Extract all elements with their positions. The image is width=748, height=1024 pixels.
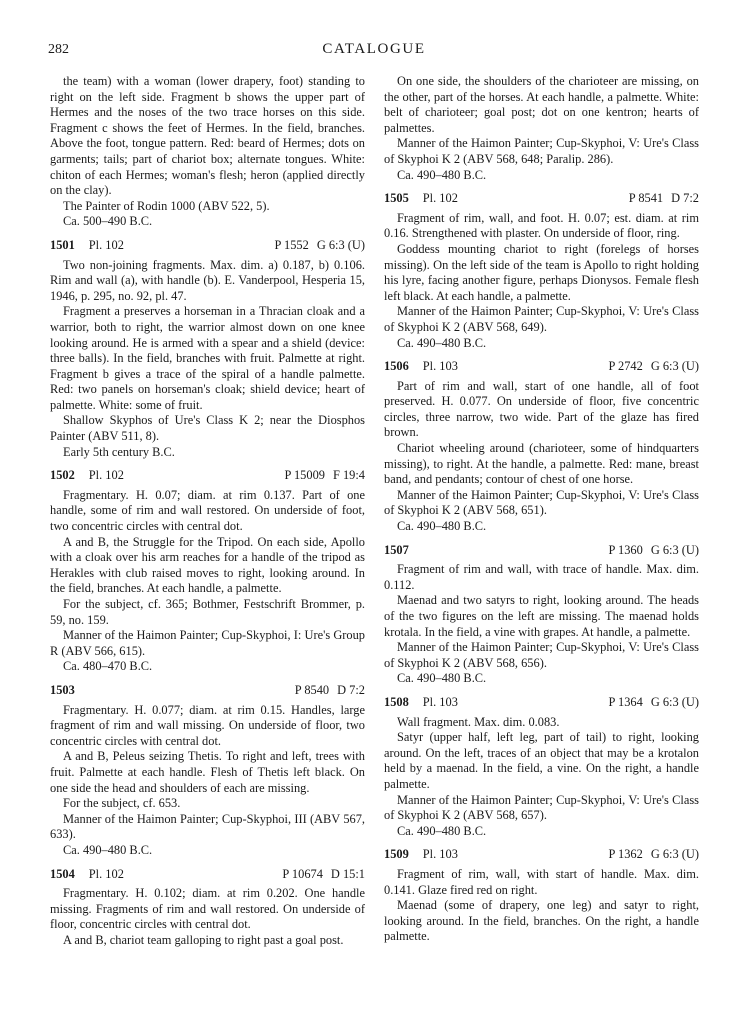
paragraph: Manner of the Haimon Painter; Cup-Skyphoi, I: Ure's Group R (ABV 566, 615). [50,628,365,658]
deposit-location: G 6:3 (U) [650,694,699,709]
entry-number: 1503 [50,682,75,697]
inventory-group [609,359,700,375]
entry-number: 1509 [384,847,409,862]
entry-id-group [384,191,458,207]
date-line: Ca. 490–480 B.C. [397,671,487,686]
entries [384,191,699,945]
deposit-location: G 6:3 (U) [650,847,699,862]
inventory-number: P 8541 [628,191,664,206]
deposit-location: G 6:3 (U) [650,542,699,557]
paragraph: Fragmentary. H. 0.102; diam. at rim 0.202. One handle missing. Fragments of rim and wall restored. On underside of floor, concentric circles with central dot. [50,886,365,932]
paragraph: Goddess mounting chariot to right (forelegs of horses missing). On the left side of the team is Apollo to right holding his lyre, facing another figure, perhaps Dionysos. Female flesh left black. At each handle, a palmette. [384,241,699,303]
paragraph: Manner of the Haimon Painter; Cup-Skyphoi, V: Ure's Class of Skyphoi K 2 (ABV 568, 657). [384,792,699,823]
right-column [384,74,699,945]
catalogue-entry [384,543,699,687]
paragraph: Fragment of rim and wall, with trace of handle. Max. dim. 0.112. [384,562,699,592]
entry-number: 1508 [384,694,409,709]
entry-number: 1507 [384,542,409,557]
plate-reference: Pl. 102 [422,191,458,206]
left-column [50,74,365,948]
continuation-block [50,74,365,230]
plate-reference: Pl. 103 [422,359,458,374]
entry-heading [384,695,699,711]
inventory-group [629,191,699,207]
entry-id-group [384,359,458,375]
paragraph: A and B, the Struggle for the Tripod. On each side, Apollo with a cloak over his arm reaches for a handle of the tripod as Herakles with club raised moves to right, looking around. In the field, branches. At each handle, a palmette. [50,534,365,596]
date-line: Ca. 490–480 B.C. [63,842,153,857]
plate-reference: Pl. 102 [88,866,124,881]
paragraph: Satyr (upper half, left leg, part of tail) to right, looking around. On the left, traces of an object that may be a krotalon held by a maenad. In the field, a vine. On the right, a handle palmette. [384,730,699,791]
paragraph: Part of rim and wall, start of one handle, all of foot preserved. H. 0.077. On underside of floor, five concentric circles, three narrow, two wide. Part of the glaze has fired brown. [384,378,699,440]
paragraph: Manner of the Haimon Painter; Cup-Skyphoi, V: Ure's Class of Skyphoi K 2 (ABV 568, 651). [384,487,699,518]
paragraph: Shallow Skyphos of Ure's Class K 2; near the Diosphos Painter (ABV 511, 8). [50,413,365,444]
inventory-group [275,238,366,254]
inventory-number: P 8540 [294,682,330,697]
inventory-number: P 10674 [282,866,323,881]
paragraph: Fragment of rim, wall, and foot. H. 0.07; est. diam. at rim 0.16. Strengthened with plaster. On underside of floor, ring. [384,210,699,241]
entry-heading [384,543,699,559]
inventory-group [609,847,700,863]
inventory-number: P 1360 [608,542,643,557]
entry-heading [50,683,365,699]
entry-number: 1506 [384,359,409,374]
entry-heading [384,191,699,207]
inventory-number: P 1552 [274,237,309,252]
deposit-location: G 6:3 (U) [650,359,699,374]
paragraph: Maenad (some of drapery, one leg) and satyr to right, looking around. In the field, branches. On the right, a handle palmette. [384,898,699,944]
paragraph: Fragmentary. H. 0.077; diam. at rim 0.15. Handles, large fragment of rim and wall missing. On underside of floor, two concentric circles with central dot. [50,702,365,748]
entry-id-group [384,847,458,863]
catalogue-entry [50,867,365,949]
entry-heading [50,867,365,883]
paragraph: The Painter of Rodin 1000 (ABV 522, 5). [63,198,270,213]
inventory-group [609,543,700,559]
entry-id-group [50,238,124,254]
catalogue-entry [384,847,699,945]
entry-number: 1504 [50,866,75,881]
paragraph: A and B, Peleus seizing Thetis. To right and left, trees with fruit. Palmette at each handle. Flesh of Thetis left black. On one side the head and shoulders of each are missing. [50,749,365,795]
inventory-group [282,867,365,883]
date-line: Ca. 500–490 B.C. [63,214,153,229]
paragraph: Maenad and two satyrs to right, looking around. The heads of the two figures on the left are missing. The maenad holds krotala. In the field, a vine with grapes. At handle, a palmette. [384,593,699,639]
entries [50,238,365,949]
deposit-location: G 6:3 (U) [316,237,365,252]
plate-reference: Pl. 103 [422,847,458,862]
paragraph: Fragment of rim, wall, with start of handle. Max. dim. 0.141. Glaze fired red on right. [384,866,699,897]
date-line: Ca. 490–480 B.C. [397,167,487,182]
paragraph: On one side, the shoulders of the charioteer are missing, on the other, part of the horses. At each handle, a palmette. White: belt of charioteer; goal post; dot on one kentron; hearts of palmettes. [384,74,699,135]
paragraph: Two non-joining fragments. Max. dim. a) 0.187, b) 0.106. Rim and wall (a), with handle (b). E. Vanderpool, Hesperia 15, 1946, p. 295, no. 92, pl. 47. [50,257,365,303]
deposit-location: D 7:2 [671,191,699,206]
paragraph: A and B, chariot team galloping to right past a goal post. [63,932,344,947]
paragraph: Fragment a preserves a horseman in a Thracian cloak and a warrior, both to right, the warrior almost down on one knee looking around. He is armed with a spear and a shield (device: three balls). In the field, branches with fruit. Palmette at right. Fragment b gives a trace of the spiral of a handle palmette. Red: two panels on horseman's cloak; shield device; heart of palmette. White: some of fruit. [50,304,365,412]
paragraph: the team) with a woman (lower drapery, foot) standing to right on the left side. Fragment b shows the upper part of Hermes and the noses of the two trace horses on this side. Fragment c shows the feet of Hermes. In the field, branches. Above the foot, tongue pattern. Red: beard of Hermes; dots on garments; tails; part of chariot box; alternate tongues. White: chiton of each Hermes; woman's flesh; heron (applied directly on the clay). [50,74,365,198]
entry-id-group [384,695,458,711]
inventory-group [609,695,700,711]
inventory-number: P 2742 [608,359,643,374]
paragraph: Manner of the Haimon Painter; Cup-Skyphoi, V: Ure's Class of Skyphoi K 2 (ABV 568, 656). [384,640,699,670]
catalogue-entry [50,238,365,460]
date-line: Early 5th century B.C. [63,444,175,459]
entry-heading [50,468,365,484]
catalogue-entry [384,359,699,535]
paragraph: Wall fragment. Max. dim. 0.083. [397,714,560,729]
entry-heading [384,359,699,375]
date-line: Ca. 490–480 B.C. [397,823,487,838]
catalogue-entry [384,695,699,839]
paragraph: Manner of the Haimon Painter; Cup-Skyphoi, V: Ure's Class of Skyphoi K 2 (ABV 568, 649). [384,304,699,334]
paragraph: Manner of the Haimon Painter; Cup-Skyphoi, V: Ure's Class of Skyphoi K 2 (ABV 568, 648; Paralip. 286). [384,136,699,166]
paragraph: Chariot wheeling around (charioteer, some of hindquarters missing), to right. At the handle, a palmette. Red: mane, breast band, and pendants; contour of chest of one horse. [384,441,699,487]
date-line: Ca. 490–480 B.C. [397,519,487,534]
entry-heading [384,847,699,863]
date-line: Ca. 480–470 B.C. [63,659,153,674]
entry-number: 1502 [50,468,75,483]
inventory-number: P 1364 [608,694,643,709]
deposit-location: D 7:2 [337,682,365,697]
entry-number: 1505 [384,191,409,206]
deposit-location: D 15:1 [330,866,365,881]
plate-reference: Pl. 102 [88,237,124,252]
entry-id-group [50,468,124,484]
entry-id-group [384,543,409,559]
continuation-block [384,74,699,183]
paragraph: For the subject, cf. 365; Bothmer, Festschrift Brommer, p. 59, no. 159. [50,597,365,627]
catalogue-entry [50,468,365,675]
paragraph: Fragmentary. H. 0.07; diam. at rim 0.137. Part of one handle, some of rim and wall restored. On underside of foot, two concentric circles with central dot. [50,487,365,534]
deposit-location: F 19:4 [332,468,365,483]
page-number: 282 [48,42,69,57]
plate-reference: Pl. 102 [88,468,124,483]
entry-number: 1501 [50,237,75,252]
inventory-group [295,683,365,699]
entry-id-group [50,867,124,883]
entry-heading [50,238,365,254]
inventory-number: P 1362 [608,847,643,862]
running-head: CATALOGUE [322,41,426,57]
plate-reference: Pl. 103 [422,694,458,709]
date-line: Ca. 490–480 B.C. [397,335,487,350]
entry-id-group [50,683,75,699]
catalogue-entry [50,683,365,859]
catalogue-entry [384,191,699,351]
inventory-group [284,468,365,484]
paragraph: For the subject, cf. 653. [63,796,181,811]
inventory-number: P 15009 [284,468,325,483]
paragraph: Manner of the Haimon Painter; Cup-Skyphoi, III (ABV 567, 633). [50,811,365,842]
